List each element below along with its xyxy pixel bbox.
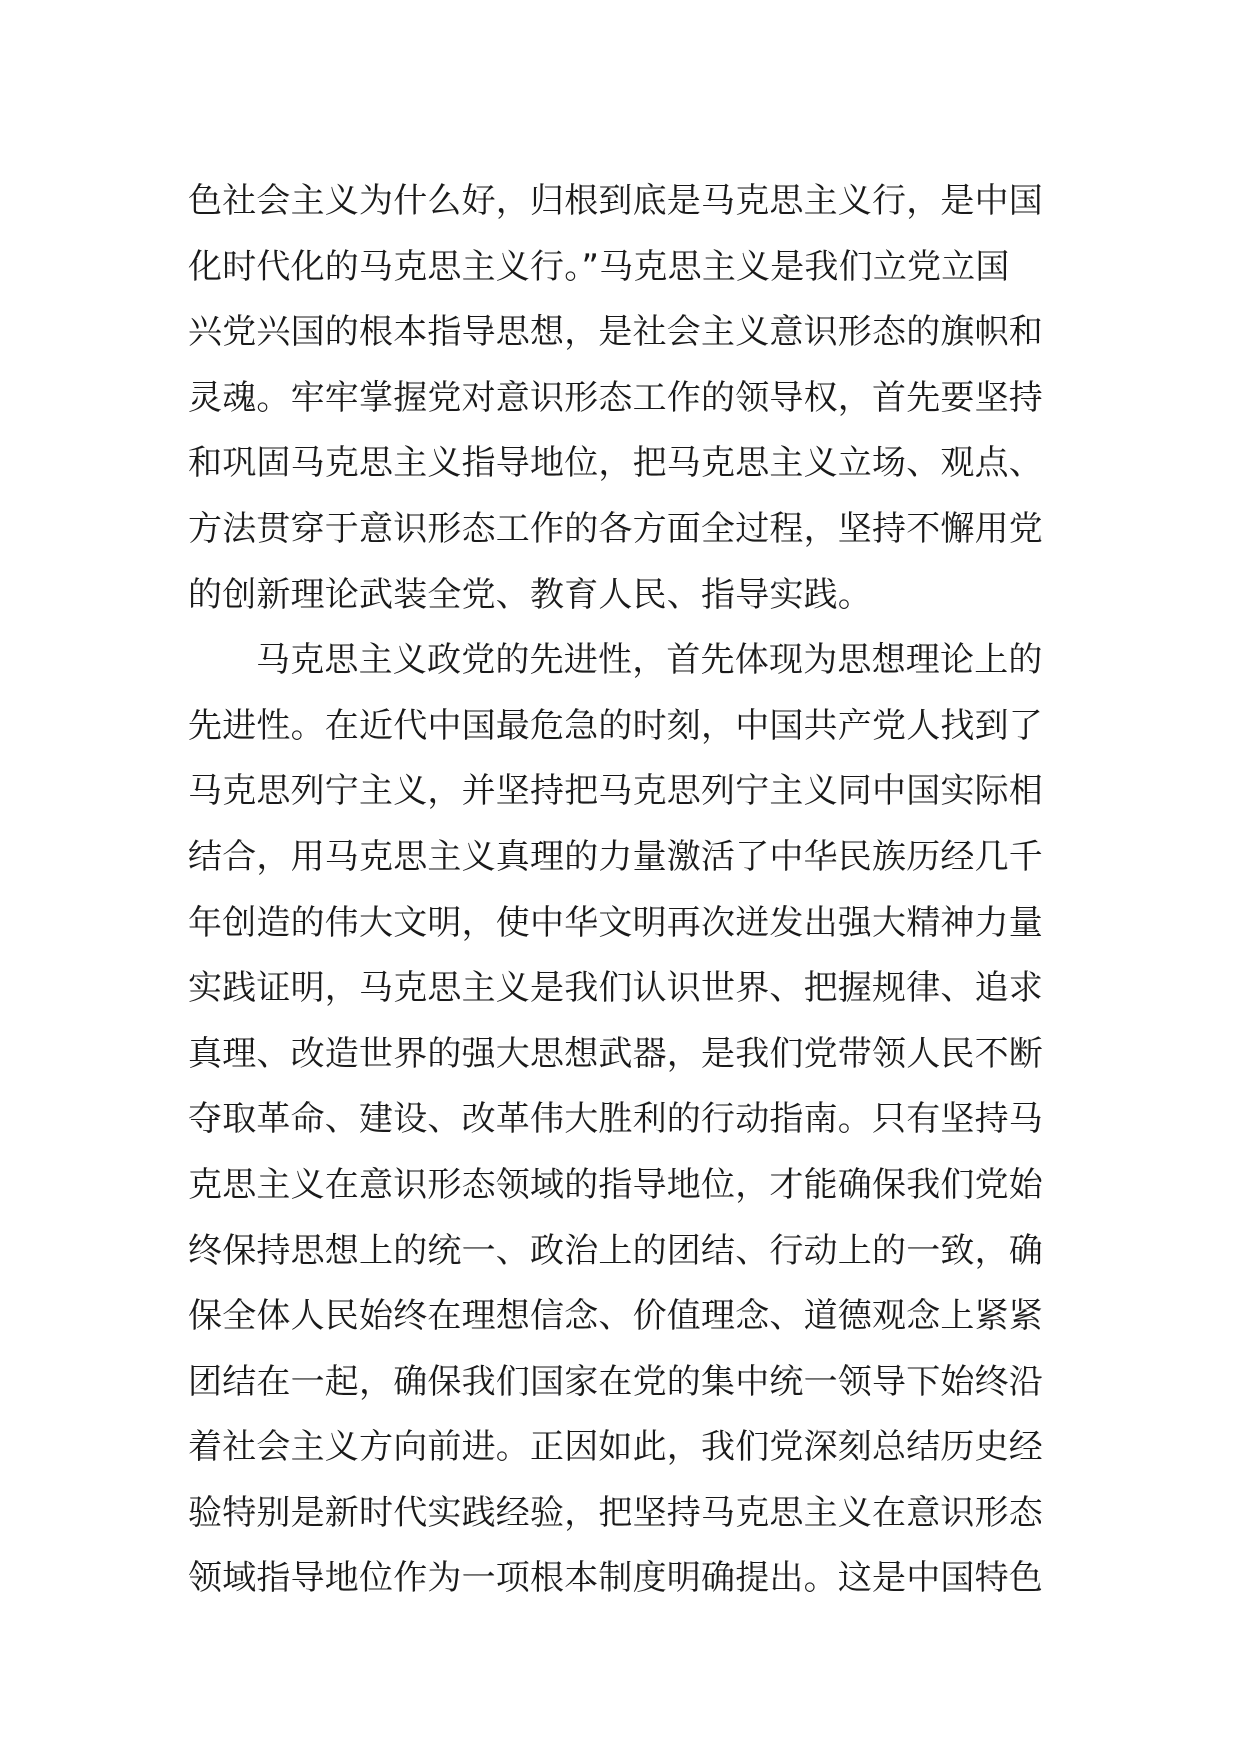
text-line: 领域指导地位作为一项根本制度明确提出。这是中国特色 <box>188 1558 1043 1599</box>
text-line: 终保持思想上的统一、政治上的团结、行动上的一致，确 <box>188 1230 1043 1271</box>
text-line: 实践证明，马克思主义是我们认识世界、把握规律、追求 <box>188 968 1043 1009</box>
text-line: 灵魂。牢牢掌握党对意识形态工作的领导权，首先要坚持 <box>188 377 1043 418</box>
text-line: 和巩固马克思主义指导地位，把马克思主义立场、观点、 <box>188 443 1043 484</box>
text-line: 化时代化的马克思主义行。”马克思主义是我们立党立国 <box>188 246 1010 287</box>
text-line: 团结在一起，确保我们国家在党的集中统一领导下始终沿 <box>188 1361 1043 1402</box>
text-line: 着社会主义方向前进。正因如此，我们党深刻总结历史经 <box>188 1427 1043 1468</box>
text-line: 先进性。在近代中国最危急的时刻，中国共产党人找到了 <box>188 705 1043 746</box>
text-line: 夺取革命、建设、改革伟大胜利的行动指南。只有坚持马 <box>188 1099 1043 1140</box>
text-line: 保全体人民始终在理想信念、价值理念、道德观念上紧紧 <box>188 1296 1043 1337</box>
text-line: 方法贯穿于意识形态工作的各方面全过程，坚持不懈用党 <box>188 508 1043 549</box>
text-line: 马克思列宁主义，并坚持把马克思列宁主义同中国实际相 <box>188 771 1043 812</box>
text-line: 色社会主义为什么好，归根到底是马克思主义行，是中国 <box>188 181 1043 221</box>
text-line: 结合，用马克思主义真理的力量激活了中华民族历经几千 <box>188 836 1043 877</box>
text-line: 兴党兴国的根本指导思想，是社会主义意识形态的旗帜和 <box>188 312 1043 353</box>
text-line: 的创新理论武装全党、教育人民、指导实践。 <box>188 574 872 615</box>
text-line: 克思主义在意识形态领域的指导地位，才能确保我们党始 <box>188 1164 1043 1205</box>
text-line: 验特别是新时代实践经验，把坚持马克思主义在意识形态 <box>188 1492 1043 1533</box>
body-text <box>188 169 1068 1612</box>
text-line: 年创造的伟大文明，使中华文明再次迸发出强大精神力量 <box>188 902 1043 943</box>
paragraph-first-line: 马克思主义政党的先进性，首先体现为思想理论上的 <box>256 640 1043 681</box>
text-line: 真理、改造世界的强大思想武器，是我们党带领人民不断 <box>188 1033 1043 1074</box>
